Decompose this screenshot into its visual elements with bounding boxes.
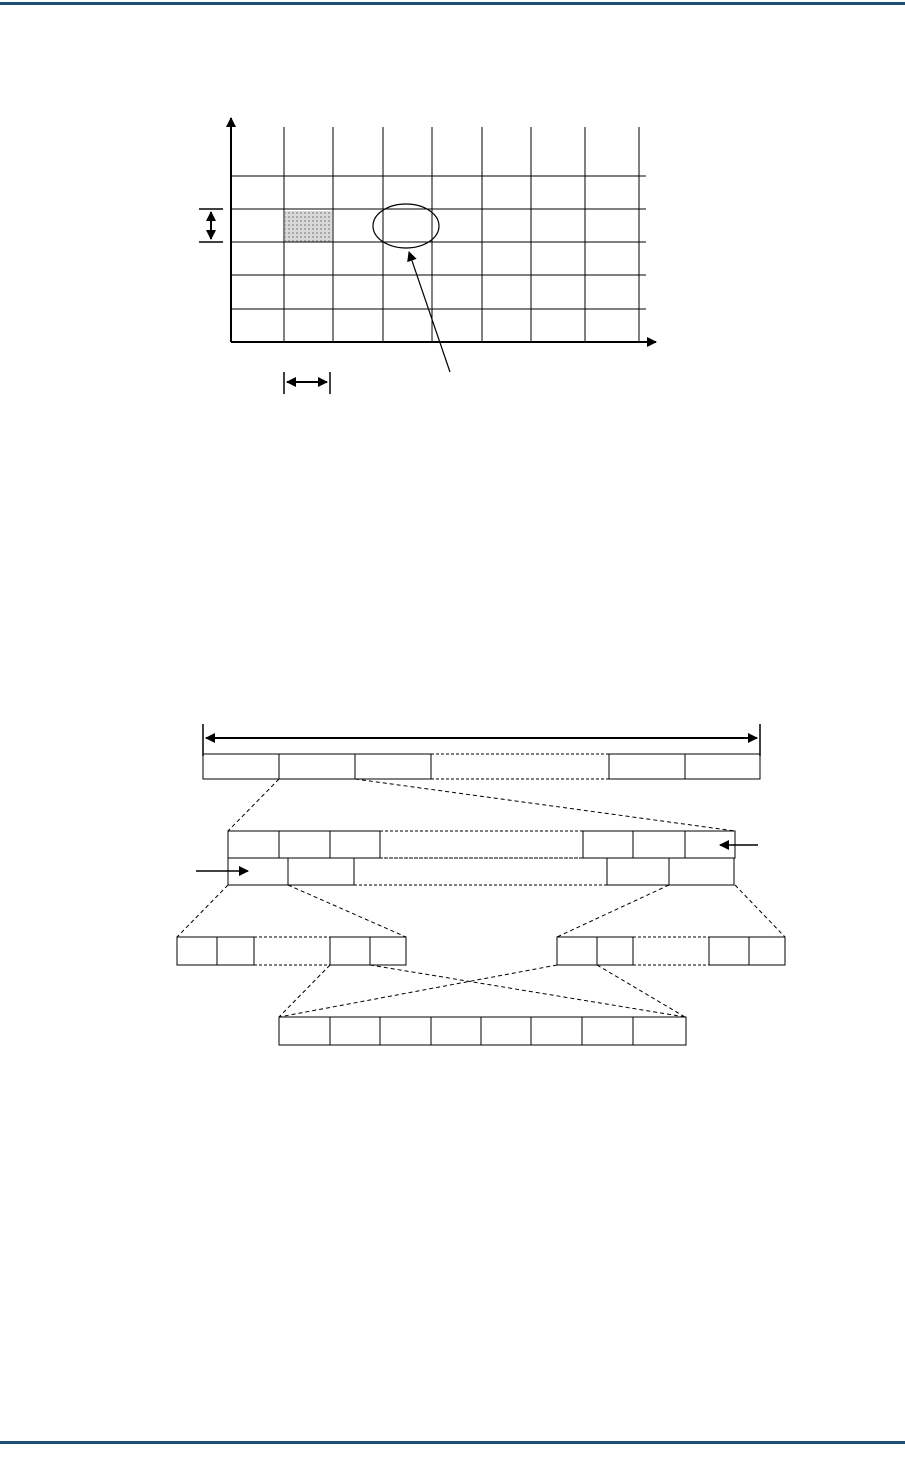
frame-row-5 bbox=[279, 1017, 686, 1045]
expand-line-2-right-inner bbox=[557, 885, 669, 937]
frame-block bbox=[279, 831, 330, 858]
frame-block bbox=[217, 937, 254, 965]
frame-block bbox=[557, 937, 597, 965]
frame-block bbox=[481, 1017, 531, 1045]
frame-block bbox=[279, 1017, 330, 1045]
frame-expansion-lines bbox=[177, 779, 785, 1017]
frame-block bbox=[177, 937, 217, 965]
frame-block bbox=[582, 1017, 633, 1045]
frame-row-4-left bbox=[177, 937, 406, 965]
frame-block bbox=[330, 831, 380, 858]
frame-block bbox=[749, 937, 785, 965]
frame-row-3 bbox=[228, 858, 734, 885]
frame-block bbox=[597, 937, 633, 965]
frame-block bbox=[633, 831, 685, 858]
frame-row-4-right bbox=[557, 937, 785, 965]
expand-line-2-right-outer bbox=[735, 885, 785, 937]
frame-block bbox=[330, 1017, 380, 1045]
expand-line-1-left bbox=[228, 779, 279, 831]
frame-row-2 bbox=[228, 831, 735, 858]
frame-block bbox=[669, 858, 734, 885]
frame-block bbox=[330, 937, 370, 965]
footer-rule bbox=[0, 1441, 905, 1444]
frame-block bbox=[228, 831, 279, 858]
frame-block bbox=[279, 754, 355, 779]
expand-line-2-left-inner bbox=[288, 885, 406, 937]
frame-block bbox=[355, 754, 431, 779]
frame-block bbox=[607, 858, 669, 885]
frame-block bbox=[380, 1017, 431, 1045]
frame-rows bbox=[177, 754, 785, 1045]
cross-line-right-b bbox=[597, 965, 685, 1017]
frame-block bbox=[531, 1017, 582, 1045]
frame-block bbox=[370, 937, 406, 965]
frame-block bbox=[203, 754, 279, 779]
expand-line-2-left-outer bbox=[177, 885, 228, 937]
frame-block bbox=[609, 754, 685, 779]
expand-line-1-right bbox=[355, 779, 735, 831]
frame-block bbox=[685, 754, 760, 779]
frame-block bbox=[633, 1017, 686, 1045]
cross-line-right-a bbox=[279, 965, 557, 1017]
frame-block bbox=[288, 858, 354, 885]
frame-block bbox=[709, 937, 749, 965]
frame-block bbox=[583, 831, 633, 858]
frame-row-1 bbox=[203, 754, 760, 779]
frame-block bbox=[431, 1017, 481, 1045]
